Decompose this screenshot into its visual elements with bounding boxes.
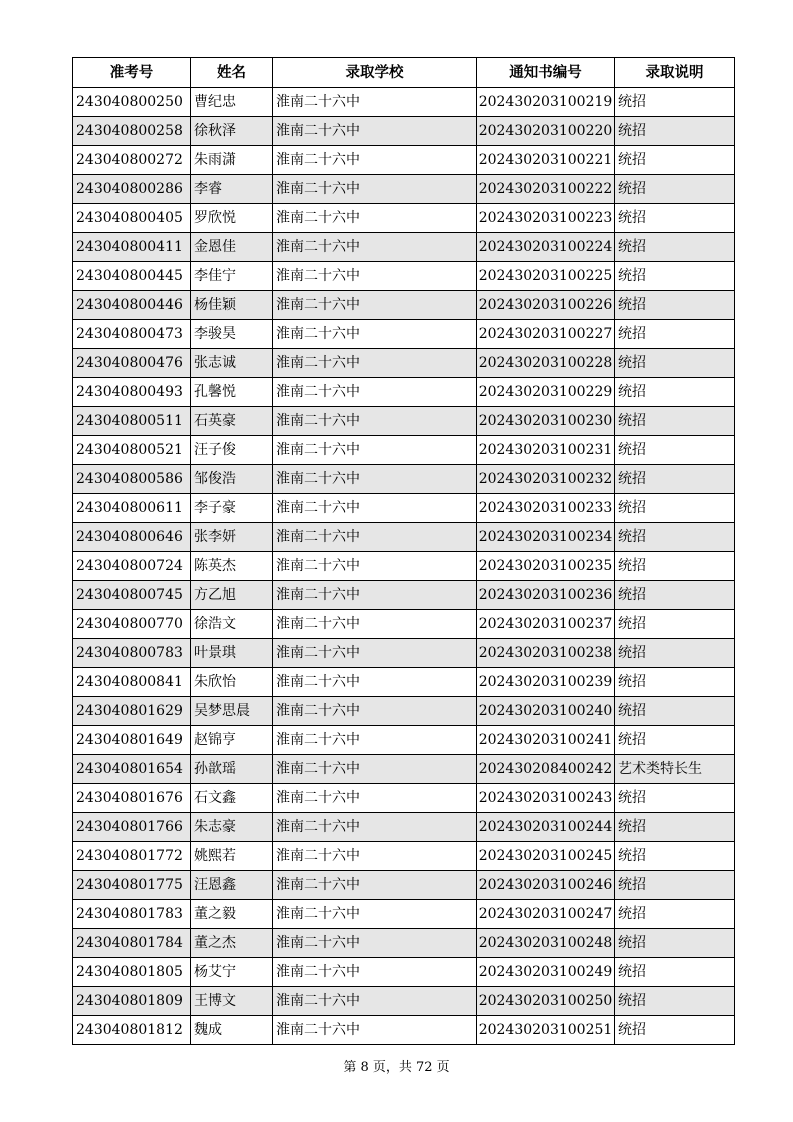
notice-number-cell: 202430203100226 <box>477 291 615 320</box>
admission-note-cell: 统招 <box>615 233 735 262</box>
student-name-cell: 叶景琪 <box>191 639 273 668</box>
exam-number-cell: 243040800476 <box>73 349 191 378</box>
table-row <box>73 465 735 494</box>
exam-number-cell: 243040800745 <box>73 581 191 610</box>
exam-number-cell: 243040800724 <box>73 552 191 581</box>
admission-table <box>72 57 735 1045</box>
admission-note-cell: 统招 <box>615 929 735 958</box>
table-row <box>73 813 735 842</box>
notice-number-cell: 202430203100231 <box>477 436 615 465</box>
notice-number-cell: 202430203100250 <box>477 987 615 1016</box>
exam-number-cell: 243040801629 <box>73 697 191 726</box>
student-name-cell: 董之杰 <box>191 929 273 958</box>
school-cell: 淮南二十六中 <box>273 320 477 349</box>
exam-number-cell: 243040800646 <box>73 523 191 552</box>
header-school: 录取学校 <box>273 58 477 88</box>
school-cell: 淮南二十六中 <box>273 436 477 465</box>
student-name-cell: 杨佳颖 <box>191 291 273 320</box>
exam-number-cell: 243040800611 <box>73 494 191 523</box>
school-cell: 淮南二十六中 <box>273 871 477 900</box>
school-cell: 淮南二十六中 <box>273 146 477 175</box>
exam-number-cell: 243040800405 <box>73 204 191 233</box>
exam-number-cell: 243040800286 <box>73 175 191 204</box>
header-row <box>73 58 735 88</box>
student-name-cell: 李骏昊 <box>191 320 273 349</box>
student-name-cell: 孙歆瑶 <box>191 755 273 784</box>
admission-note-cell: 统招 <box>615 958 735 987</box>
school-cell: 淮南二十六中 <box>273 668 477 697</box>
table-row <box>73 88 735 117</box>
notice-number-cell: 202430203100230 <box>477 407 615 436</box>
school-cell: 淮南二十六中 <box>273 900 477 929</box>
exam-number-cell: 243040800272 <box>73 146 191 175</box>
school-cell: 淮南二十六中 <box>273 639 477 668</box>
table-row <box>73 494 735 523</box>
notice-number-cell: 202430203100246 <box>477 871 615 900</box>
table-row <box>73 552 735 581</box>
admission-note-cell: 统招 <box>615 146 735 175</box>
student-name-cell: 金恩佳 <box>191 233 273 262</box>
notice-number-cell: 202430203100233 <box>477 494 615 523</box>
school-cell: 淮南二十六中 <box>273 465 477 494</box>
student-name-cell: 杨艾宁 <box>191 958 273 987</box>
admission-note-cell: 统招 <box>615 378 735 407</box>
school-cell: 淮南二十六中 <box>273 784 477 813</box>
admission-note-cell: 统招 <box>615 726 735 755</box>
table-row <box>73 175 735 204</box>
notice-number-cell: 202430203100234 <box>477 523 615 552</box>
exam-number-cell: 243040800586 <box>73 465 191 494</box>
student-name-cell: 徐秋泽 <box>191 117 273 146</box>
table-row <box>73 697 735 726</box>
student-name-cell: 曹纪忠 <box>191 88 273 117</box>
exam-number-cell: 243040801654 <box>73 755 191 784</box>
table-row <box>73 900 735 929</box>
table-row <box>73 842 735 871</box>
student-name-cell: 朱志豪 <box>191 813 273 842</box>
notice-number-cell: 202430203100239 <box>477 668 615 697</box>
admission-note-cell: 统招 <box>615 697 735 726</box>
exam-number-cell: 243040800258 <box>73 117 191 146</box>
school-cell: 淮南二十六中 <box>273 407 477 436</box>
exam-number-cell: 243040800841 <box>73 668 191 697</box>
school-cell: 淮南二十六中 <box>273 291 477 320</box>
school-cell: 淮南二十六中 <box>273 378 477 407</box>
admission-note-cell: 统招 <box>615 610 735 639</box>
school-cell: 淮南二十六中 <box>273 204 477 233</box>
admission-note-cell: 统招 <box>615 349 735 378</box>
exam-number-cell: 243040801772 <box>73 842 191 871</box>
table-row <box>73 349 735 378</box>
exam-number-cell: 243040800446 <box>73 291 191 320</box>
notice-number-cell: 202430203100238 <box>477 639 615 668</box>
school-cell: 淮南二十六中 <box>273 726 477 755</box>
admission-note-cell: 统招 <box>615 987 735 1016</box>
school-cell: 淮南二十六中 <box>273 233 477 262</box>
school-cell: 淮南二十六中 <box>273 117 477 146</box>
exam-number-cell: 243040801812 <box>73 1016 191 1045</box>
student-name-cell: 姚熙若 <box>191 842 273 871</box>
student-name-cell: 朱雨潇 <box>191 146 273 175</box>
student-name-cell: 李佳宁 <box>191 262 273 291</box>
student-name-cell: 朱欣怡 <box>191 668 273 697</box>
table-row <box>73 610 735 639</box>
exam-number-cell: 243040800521 <box>73 436 191 465</box>
exam-number-cell: 243040800770 <box>73 610 191 639</box>
school-cell: 淮南二十六中 <box>273 494 477 523</box>
notice-number-cell: 202430203100228 <box>477 349 615 378</box>
exam-number-cell: 243040800250 <box>73 88 191 117</box>
table-row <box>73 523 735 552</box>
student-name-cell: 赵锦亨 <box>191 726 273 755</box>
student-name-cell: 王博文 <box>191 987 273 1016</box>
exam-number-cell: 243040800783 <box>73 639 191 668</box>
table-row <box>73 262 735 291</box>
exam-number-cell: 243040800411 <box>73 233 191 262</box>
notice-number-cell: 202430203100251 <box>477 1016 615 1045</box>
table-row <box>73 378 735 407</box>
admission-note-cell: 统招 <box>615 552 735 581</box>
header-admission-note: 录取说明 <box>615 58 735 88</box>
admission-note-cell: 统招 <box>615 407 735 436</box>
notice-number-cell: 202430203100236 <box>477 581 615 610</box>
exam-number-cell: 243040801775 <box>73 871 191 900</box>
notice-number-cell: 202430203100237 <box>477 610 615 639</box>
table-row <box>73 755 735 784</box>
table-row <box>73 958 735 987</box>
student-name-cell: 张李妍 <box>191 523 273 552</box>
student-name-cell: 罗欣悦 <box>191 204 273 233</box>
student-name-cell: 李子豪 <box>191 494 273 523</box>
notice-number-cell: 202430203100223 <box>477 204 615 233</box>
student-name-cell: 魏成 <box>191 1016 273 1045</box>
header-name: 姓名 <box>191 58 273 88</box>
admission-note-cell: 统招 <box>615 204 735 233</box>
school-cell: 淮南二十六中 <box>273 929 477 958</box>
school-cell: 淮南二十六中 <box>273 552 477 581</box>
notice-number-cell: 202430203100224 <box>477 233 615 262</box>
table-row <box>73 871 735 900</box>
table-row <box>73 320 735 349</box>
admission-note-cell: 统招 <box>615 581 735 610</box>
table-row <box>73 726 735 755</box>
notice-number-cell: 202430203100243 <box>477 784 615 813</box>
table-row <box>73 233 735 262</box>
exam-number-cell: 243040801809 <box>73 987 191 1016</box>
notice-number-cell: 202430203100235 <box>477 552 615 581</box>
student-name-cell: 陈英杰 <box>191 552 273 581</box>
notice-number-cell: 202430203100232 <box>477 465 615 494</box>
admission-note-cell: 统招 <box>615 668 735 697</box>
admission-note-cell: 统招 <box>615 117 735 146</box>
school-cell: 淮南二十六中 <box>273 697 477 726</box>
student-name-cell: 汪子俊 <box>191 436 273 465</box>
school-cell: 淮南二十六中 <box>273 88 477 117</box>
student-name-cell: 方乙旭 <box>191 581 273 610</box>
student-name-cell: 徐浩文 <box>191 610 273 639</box>
exam-number-cell: 243040800493 <box>73 378 191 407</box>
table-row <box>73 291 735 320</box>
school-cell: 淮南二十六中 <box>273 523 477 552</box>
admission-note-cell: 统招 <box>615 871 735 900</box>
exam-number-cell: 243040801805 <box>73 958 191 987</box>
school-cell: 淮南二十六中 <box>273 755 477 784</box>
admission-note-cell: 统招 <box>615 88 735 117</box>
notice-number-cell: 202430203100229 <box>477 378 615 407</box>
admission-note-cell: 统招 <box>615 523 735 552</box>
admission-note-cell: 统招 <box>615 1016 735 1045</box>
school-cell: 淮南二十六中 <box>273 610 477 639</box>
student-name-cell: 张志诚 <box>191 349 273 378</box>
notice-number-cell: 202430203100220 <box>477 117 615 146</box>
student-name-cell: 吴梦思晨 <box>191 697 273 726</box>
table-row <box>73 639 735 668</box>
student-name-cell: 石英豪 <box>191 407 273 436</box>
school-cell: 淮南二十六中 <box>273 958 477 987</box>
admission-note-cell: 统招 <box>615 175 735 204</box>
header-notice-number: 通知书编号 <box>477 58 615 88</box>
table-row <box>73 668 735 697</box>
admission-note-cell: 统招 <box>615 291 735 320</box>
exam-number-cell: 243040801766 <box>73 813 191 842</box>
exam-number-cell: 243040800445 <box>73 262 191 291</box>
table-row <box>73 407 735 436</box>
school-cell: 淮南二十六中 <box>273 813 477 842</box>
table-row <box>73 784 735 813</box>
admission-note-cell: 统招 <box>615 465 735 494</box>
table-row <box>73 987 735 1016</box>
table-row <box>73 204 735 233</box>
exam-number-cell: 243040801649 <box>73 726 191 755</box>
school-cell: 淮南二十六中 <box>273 842 477 871</box>
notice-number-cell: 202430203100241 <box>477 726 615 755</box>
notice-number-cell: 202430203100245 <box>477 842 615 871</box>
notice-number-cell: 202430203100249 <box>477 958 615 987</box>
table-row <box>73 146 735 175</box>
student-name-cell: 汪恩鑫 <box>191 871 273 900</box>
admission-note-cell: 统招 <box>615 842 735 871</box>
table-header <box>73 58 735 88</box>
student-name-cell: 董之毅 <box>191 900 273 929</box>
admission-note-cell: 统招 <box>615 262 735 291</box>
admission-note-cell: 统招 <box>615 900 735 929</box>
student-name-cell: 石文鑫 <box>191 784 273 813</box>
exam-number-cell: 243040801676 <box>73 784 191 813</box>
school-cell: 淮南二十六中 <box>273 581 477 610</box>
school-cell: 淮南二十六中 <box>273 987 477 1016</box>
notice-number-cell: 202430203100227 <box>477 320 615 349</box>
notice-number-cell: 202430203100240 <box>477 697 615 726</box>
admission-note-cell: 统招 <box>615 784 735 813</box>
table-row <box>73 581 735 610</box>
admission-note-cell: 统招 <box>615 639 735 668</box>
admission-note-cell: 统招 <box>615 494 735 523</box>
student-name-cell: 孔馨悦 <box>191 378 273 407</box>
table-body <box>73 88 735 1045</box>
student-name-cell: 李睿 <box>191 175 273 204</box>
notice-number-cell: 202430203100244 <box>477 813 615 842</box>
notice-number-cell: 202430203100221 <box>477 146 615 175</box>
notice-number-cell: 202430208400242 <box>477 755 615 784</box>
notice-number-cell: 202430203100222 <box>477 175 615 204</box>
student-name-cell: 邹俊浩 <box>191 465 273 494</box>
school-cell: 淮南二十六中 <box>273 262 477 291</box>
header-exam-number: 准考号 <box>73 58 191 88</box>
admission-note-cell: 艺术类特长生 <box>615 755 735 784</box>
notice-number-cell: 202430203100247 <box>477 900 615 929</box>
school-cell: 淮南二十六中 <box>273 1016 477 1045</box>
exam-number-cell: 243040800511 <box>73 407 191 436</box>
school-cell: 淮南二十六中 <box>273 349 477 378</box>
table-row <box>73 117 735 146</box>
table-row <box>73 436 735 465</box>
notice-number-cell: 202430203100248 <box>477 929 615 958</box>
page-footer: 第 8 页，共 72 页 <box>343 1060 450 1075</box>
table-row <box>73 929 735 958</box>
notice-number-cell: 202430203100225 <box>477 262 615 291</box>
admission-note-cell: 统招 <box>615 320 735 349</box>
admission-note-cell: 统招 <box>615 436 735 465</box>
exam-number-cell: 243040801783 <box>73 900 191 929</box>
admission-note-cell: 统招 <box>615 813 735 842</box>
exam-number-cell: 243040801784 <box>73 929 191 958</box>
table-row <box>73 1016 735 1045</box>
notice-number-cell: 202430203100219 <box>477 88 615 117</box>
exam-number-cell: 243040800473 <box>73 320 191 349</box>
school-cell: 淮南二十六中 <box>273 175 477 204</box>
